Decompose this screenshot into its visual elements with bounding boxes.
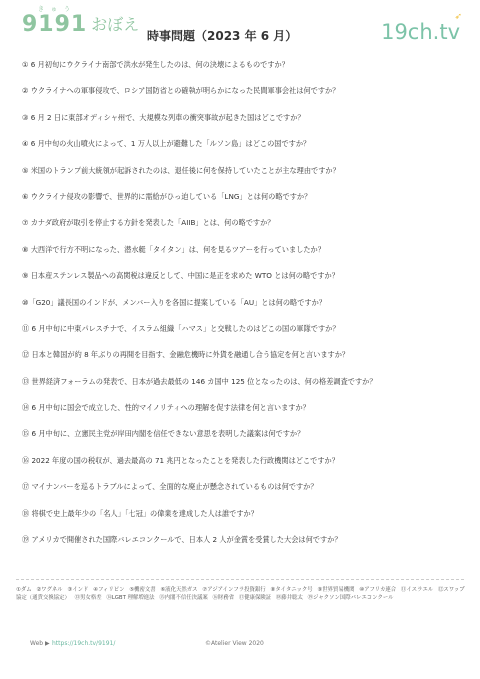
answer-item: ⑲ジャクソン国際バレエコンクール — [307, 595, 394, 601]
page-header — [0, 0, 480, 52]
question-item: ④ 6 月中旬の火山噴火によって、1 万人以上が避難した「ルソン島」はどこの国ですか？ — [22, 139, 311, 149]
answer-item: ⑪イスラエル — [400, 587, 434, 593]
question-item: ⑱ 将棋で史上最年少の「名人」「七冠」の偉業を達成した人は誰ですか？ — [22, 508, 258, 518]
answer-item: ⑭LGBT 理解増進法 — [106, 595, 155, 601]
answer-item: ⑨世界貿易機関 — [317, 587, 355, 593]
question-item: ⑦ カナダ政府が取引を停止する方針を発表した「AIIB」とは、何の略ですか？ — [22, 218, 275, 228]
question-item: ⑨ 日本産ステンレス製品への高関税は違反として、中国に是正を求めた WTO とは何の略ですか？ — [22, 271, 339, 281]
copyright: ©Atelier View 2020 — [205, 640, 264, 647]
bird-icon: ➶ — [454, 12, 462, 22]
question-item: ⑫ 日本と韓国が約 8 年ぶりの再開を目指す、金融危機時に外貨を融通し合う協定を何と言いますか？ — [22, 350, 350, 360]
question-item: ① 6 月初旬にウクライナ南部で洪水が発生したのは、何の決壊によるものですか？ — [22, 60, 289, 69]
question-item: ⑯ 2022 年度の国の税収が、過去最高の 71 兆円となったことを発表した行政機関はどこですか？ — [22, 455, 339, 465]
brand-text: 19ch.tv — [381, 20, 460, 44]
answer-item: ⑰健康保険証 — [238, 595, 272, 601]
answer-item: ⑤機密文書 — [129, 587, 156, 593]
question-item: ③ 6 月 2 日に東部オディシャ州で、大規模な列車の衝突事故が起きた国はどこですか？ — [22, 112, 305, 122]
answer-item: ⑯財務省 — [212, 595, 235, 601]
web-label: Web ▶ — [30, 640, 50, 647]
question-list — [22, 60, 462, 561]
answer-key — [16, 586, 466, 602]
answer-divider — [16, 579, 464, 580]
question-item: ⑮ 6 月中旬に、立憲民主党が岸田内閣を信任できない意思を表明した議案は何ですか？ — [22, 429, 305, 439]
question-item: ⑭ 6 月中旬に国会で成立した、性的マイノリティへの理解を促す法律を何と言いますか？ — [22, 403, 310, 413]
question-item: ⑲ アメリカで開催された国際バレエコンクールで、日本人 2 人が金賞を受賞した大会は何ですか？ — [22, 535, 342, 545]
brand-logo[interactable] — [381, 12, 462, 44]
question-item: ② ウクライナへの軍事侵攻で、ロシア国防省との確執が明らかになった民間軍事会社は何ですか？ — [22, 86, 340, 96]
answer-item: ③インド — [67, 587, 89, 593]
question-item: ⑩「G20」議長国のインドが、メンバー入りを各国に提案している「AU」とは何の略ですか？ — [22, 297, 326, 307]
answer-item: ⑥液化天然ガス — [160, 587, 198, 593]
page-title: 時事問題（2023 年 6 月） — [147, 29, 298, 43]
answer-item: ①ダム — [16, 587, 32, 593]
logo-ruby: きゅう — [38, 6, 78, 13]
logo-kana: おぼえ — [91, 15, 140, 34]
answer-item: ⑱藤井聡太 — [275, 595, 303, 601]
question-item: ⑤ 米国のトランプ前大統領が起訴されたのは、退任後に何を保持していたことが主な理由ですか？ — [22, 165, 340, 175]
answer-item: ④フィリピン — [93, 587, 125, 593]
logo-digits: 9191 — [22, 12, 88, 37]
web-link[interactable]: https://19ch.tv/9191/ — [52, 640, 116, 647]
answer-item: ②ワグネル — [36, 587, 63, 593]
answer-item: ⑬男女格差 — [74, 595, 102, 601]
question-item: ⑬ 世界経済フォーラムの発表で、日本が過去最低の 146 カ国中 125 位となったのは、何の格差調査ですか？ — [22, 376, 377, 386]
answer-item: ⑧タイタニック号 — [270, 587, 313, 593]
question-item: ⑪ 6 月中旬に中東パレスチナで、イスラム組織「ハマス」と交戦したのはどこの国の軍隊ですか？ — [22, 323, 340, 333]
answer-item: ⑦アジアインフラ投資銀行 — [202, 587, 266, 593]
answer-item: ⑩アフリカ連合 — [359, 587, 397, 593]
site-logo[interactable] — [22, 12, 139, 37]
question-item: ⑥ ウクライナ侵攻の影響で、世界的に需給がひっ迫している「LNG」とは何の略ですか？ — [22, 191, 312, 201]
answer-item: ⑮内閣不信任決議案 — [159, 595, 208, 601]
question-item: ⑰ マイナンバーを巡るトラブルによって、全面的な廃止が懸念されているものは何ですか？ — [22, 482, 318, 492]
question-item: ⑧ 大西洋で行方不明になった、潜水艇「タイタン」は、何を見るツアーを行っていましたか？ — [22, 244, 325, 254]
answer-item: ⑫スワップ協定（通貨交換協定） — [16, 587, 465, 601]
